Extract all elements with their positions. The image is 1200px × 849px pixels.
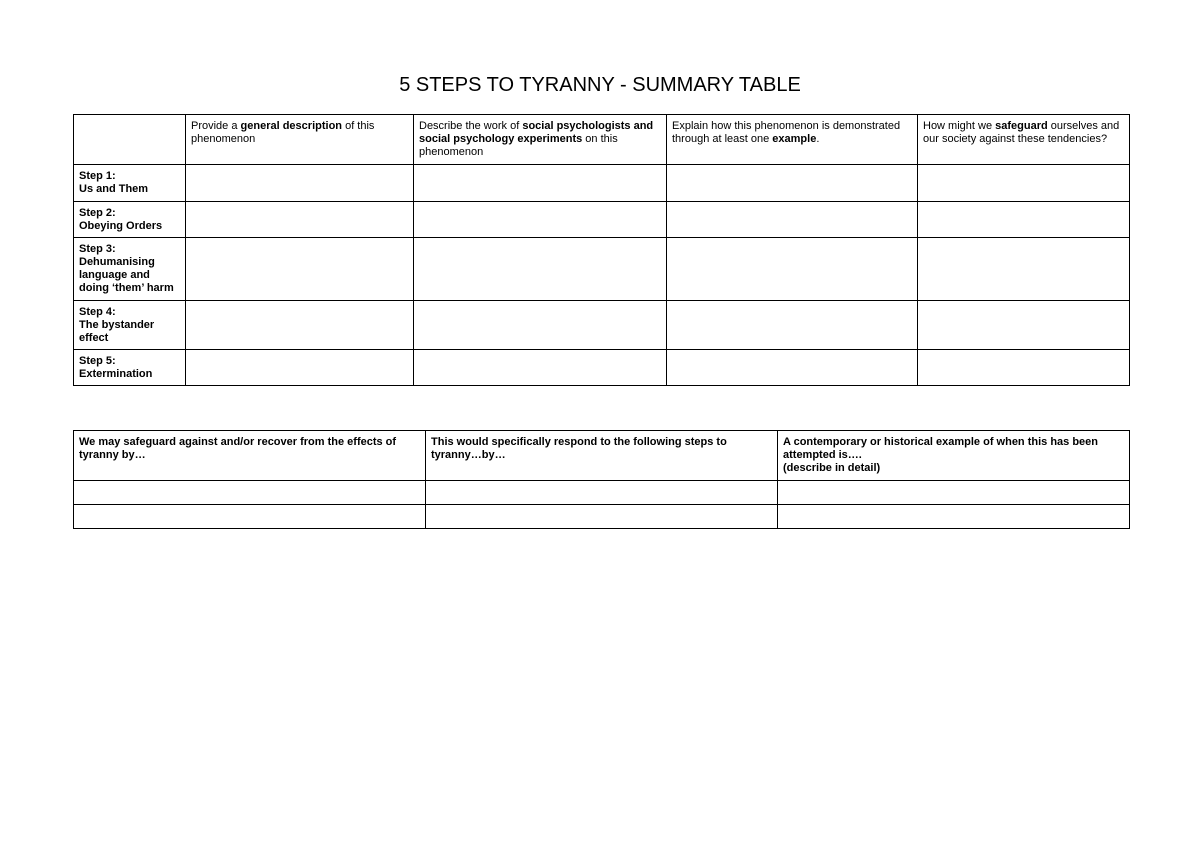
table-row — [74, 165, 1130, 202]
table-row — [74, 350, 1130, 386]
table-row — [74, 202, 1130, 238]
answer-cell[interactable] — [186, 350, 414, 386]
summary-table — [73, 114, 1130, 386]
answer-cell[interactable] — [74, 481, 426, 505]
header-safeguard-method: We may safeguard against and/or recover from the effects of tyranny by… — [74, 431, 426, 481]
header-steps-response: This would specifically respond to the following steps to tyranny…by… — [426, 431, 778, 481]
step-label-5: Step 5: Extermination — [74, 350, 186, 386]
answer-cell[interactable] — [918, 350, 1130, 386]
answer-cell[interactable] — [918, 301, 1130, 350]
step-label-3: Step 3: Dehumanising language and doing ‘them’ harm — [74, 238, 186, 301]
step-label-4: Step 4: The bystander effect — [74, 301, 186, 350]
answer-cell[interactable] — [426, 481, 778, 505]
answer-cell[interactable] — [186, 165, 414, 202]
answer-cell[interactable] — [667, 165, 918, 202]
answer-cell[interactable] — [414, 165, 667, 202]
answer-cell[interactable] — [414, 350, 667, 386]
header-safeguard: How might we safeguard ourselves and our society against these tendencies? — [918, 115, 1130, 165]
answer-cell[interactable] — [186, 202, 414, 238]
answer-cell[interactable] — [186, 238, 414, 301]
answer-cell[interactable] — [918, 165, 1130, 202]
page-title: 5 STEPS TO TYRANNY - SUMMARY TABLE — [399, 74, 801, 96]
table-row — [74, 301, 1130, 350]
answer-cell[interactable] — [74, 505, 426, 529]
table-row — [74, 481, 1130, 505]
answer-cell[interactable] — [778, 481, 1130, 505]
answer-cell[interactable] — [667, 202, 918, 238]
answer-cell[interactable] — [667, 350, 918, 386]
header-example: Explain how this phenomenon is demonstrated through at least one example. — [667, 115, 918, 165]
answer-cell[interactable] — [667, 301, 918, 350]
answer-cell[interactable] — [414, 301, 667, 350]
answer-cell[interactable] — [667, 238, 918, 301]
answer-cell[interactable] — [918, 238, 1130, 301]
header-social-psychologists: Describe the work of social psychologists and social psychology experiments on this phenomenon — [414, 115, 667, 165]
safeguard-table — [73, 430, 1130, 529]
answer-cell[interactable] — [918, 202, 1130, 238]
answer-cell[interactable] — [186, 301, 414, 350]
summary-corner-cell — [74, 115, 186, 165]
safeguard-header-row — [74, 431, 1130, 481]
table-row — [74, 238, 1130, 301]
answer-cell[interactable] — [426, 505, 778, 529]
step-label-2: Step 2: Obeying Orders — [74, 202, 186, 238]
summary-header-row — [74, 115, 1130, 165]
answer-cell[interactable] — [778, 505, 1130, 529]
answer-cell[interactable] — [414, 238, 667, 301]
header-historical-example: A contemporary or historical example of when this has been attempted is…. (describe in detail) — [778, 431, 1130, 481]
header-general-description: Provide a general description of this phenomenon — [186, 115, 414, 165]
table-row — [74, 505, 1130, 529]
step-label-1: Step 1: Us and Them — [74, 165, 186, 202]
answer-cell[interactable] — [414, 202, 667, 238]
